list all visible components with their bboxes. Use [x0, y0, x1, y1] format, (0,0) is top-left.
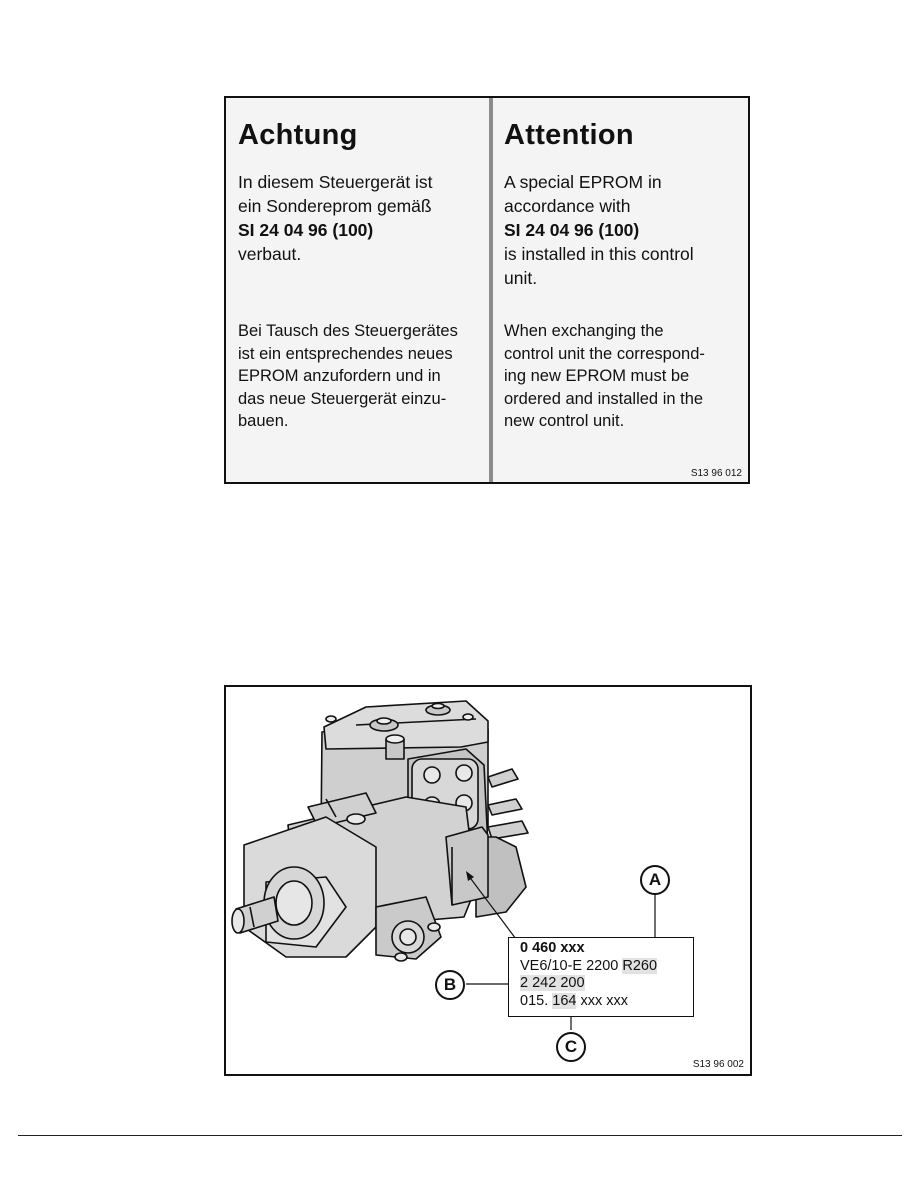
german-p1-line: verbaut. — [238, 243, 302, 264]
german-p2-line: bauen. — [238, 412, 289, 430]
english-heading: Attention — [504, 119, 634, 151]
plate-line-4-text: 015. — [520, 992, 549, 1009]
plate-highlight-c: 164 — [552, 992, 577, 1009]
plate-line-4 — [520, 993, 693, 1011]
english-p2-line: ing new EPROM must be — [504, 367, 690, 385]
german-p1-line: ein Sondereprom gemäß — [238, 195, 432, 216]
eprom-warning-label — [224, 96, 750, 484]
german-heading: Achtung — [238, 119, 358, 151]
footer-rule — [18, 1135, 902, 1136]
english-column — [504, 119, 744, 430]
plate-line-3 — [520, 975, 693, 993]
callout-a: A — [640, 865, 670, 895]
german-p2-line: Bei Tausch des Steuergerätes — [238, 322, 458, 340]
english-paragraph-1 — [504, 170, 744, 290]
plate-highlight-a: R260 — [622, 957, 658, 974]
german-si-reference: SI 24 04 96 (100) — [238, 219, 374, 240]
plate-line-1: 0 460 xxx — [520, 940, 585, 956]
english-p1-line: A special EPROM in — [504, 171, 662, 192]
german-p2-line: das neue Steuergerät einzu- — [238, 389, 447, 408]
english-p2-line: new control unit. — [504, 412, 625, 430]
injection-pump-figure — [224, 685, 752, 1076]
german-column — [238, 119, 488, 430]
callout-c: C — [556, 1032, 586, 1062]
english-p1-line: unit. — [504, 267, 538, 288]
english-p1-line: is installed in this control — [504, 243, 694, 264]
label-figure-code: S13 96 012 — [690, 468, 742, 479]
english-p1-line: accordance with — [504, 195, 631, 216]
english-paragraph-2 — [504, 320, 705, 433]
german-p2-line: EPROM anzufordern und in — [238, 367, 441, 385]
plate-line-2 — [520, 958, 693, 976]
german-p1-line: In diesem Steuergerät ist — [238, 171, 433, 192]
german-paragraph-1 — [238, 170, 488, 266]
english-p2-line: ordered and installed in the — [504, 389, 704, 408]
label-divider — [489, 98, 493, 482]
pump-figure-code: S13 96 002 — [692, 1059, 744, 1070]
plate-highlight-b: 2 242 200 — [520, 975, 585, 991]
plate-line-2-text: VE6/10-E 2200 — [520, 957, 619, 974]
plate-line-4-suffix: xxx xxx — [580, 992, 629, 1009]
english-si-reference: SI 24 04 96 (100) — [504, 219, 640, 240]
english-p2-line: When exchanging the — [504, 322, 664, 340]
type-plate — [508, 937, 694, 1017]
german-p2-line: ist ein entsprechendes neues — [238, 344, 453, 363]
english-p2-line: control unit the correspond- — [504, 344, 705, 363]
german-paragraph-2 — [238, 320, 458, 433]
callout-b: B — [435, 970, 465, 1000]
